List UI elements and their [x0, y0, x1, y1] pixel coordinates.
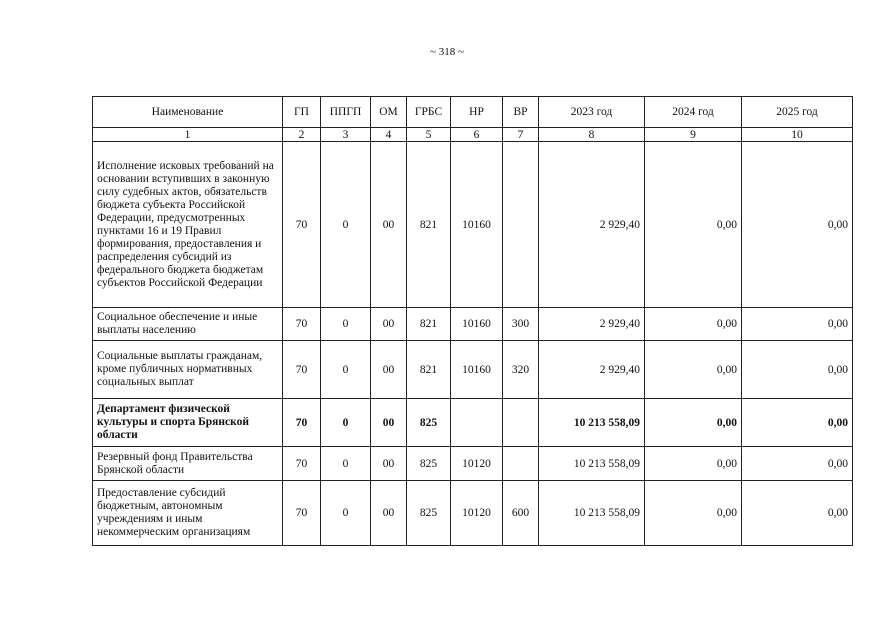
column-number: 9: [645, 128, 742, 142]
row-name: Социальное обеспечение и иные выплаты населению: [93, 308, 283, 341]
header-grbs: ГРБС: [407, 97, 451, 128]
cell-ppgp: 0: [321, 308, 371, 341]
cell-ppgp: 0: [321, 481, 371, 546]
cell-2023: 2 929,40: [539, 308, 645, 341]
cell-nr: 10160: [451, 341, 503, 399]
cell-gp: 70: [283, 142, 321, 308]
cell-vr: [503, 399, 539, 447]
cell-gp: 70: [283, 399, 321, 447]
budget-table: [92, 96, 853, 546]
column-number: 2: [283, 128, 321, 142]
cell-vr: 600: [503, 481, 539, 546]
cell-gp: 70: [283, 481, 321, 546]
cell-2025: 0,00: [742, 481, 853, 546]
cell-nr: [451, 399, 503, 447]
cell-nr: 10120: [451, 447, 503, 481]
column-number-row: [93, 128, 853, 142]
cell-ppgp: 0: [321, 399, 371, 447]
cell-om: 00: [371, 481, 407, 546]
row-name: Исполнение исковых требований на основании вступивших в законную силу судебных актов, обязательств бюджета субъекта Российской Федерации, предусмотренных пунктами 16 и 19 Правил формирования, предоставления и распределения субсидий из федерального бюджета бюджетам субъектов Российской Федерации: [93, 142, 283, 308]
cell-nr: 10120: [451, 481, 503, 546]
header-2025: 2025 год: [742, 97, 853, 128]
cell-vr: [503, 447, 539, 481]
cell-nr: 10160: [451, 308, 503, 341]
cell-2024: 0,00: [645, 142, 742, 308]
cell-om: 00: [371, 341, 407, 399]
column-number: 4: [371, 128, 407, 142]
cell-om: 00: [371, 308, 407, 341]
cell-2024: 0,00: [645, 341, 742, 399]
column-number: 3: [321, 128, 371, 142]
cell-ppgp: 0: [321, 142, 371, 308]
table-row: [93, 142, 853, 308]
header-2023: 2023 год: [539, 97, 645, 128]
header-2024: 2024 год: [645, 97, 742, 128]
header-vr: ВР: [503, 97, 539, 128]
column-number: 10: [742, 128, 853, 142]
cell-grbs: 821: [407, 308, 451, 341]
header-gp: ГП: [283, 97, 321, 128]
table-row: [93, 481, 853, 546]
column-number: 7: [503, 128, 539, 142]
cell-grbs: 821: [407, 142, 451, 308]
cell-gp: 70: [283, 308, 321, 341]
cell-ppgp: 0: [321, 341, 371, 399]
header-ppgp: ППГП: [321, 97, 371, 128]
header-om: ОМ: [371, 97, 407, 128]
column-number: 6: [451, 128, 503, 142]
cell-gp: 70: [283, 447, 321, 481]
cell-om: 00: [371, 142, 407, 308]
cell-2025: 0,00: [742, 142, 853, 308]
cell-2025: 0,00: [742, 341, 853, 399]
cell-2023: 10 213 558,09: [539, 481, 645, 546]
cell-vr: 320: [503, 341, 539, 399]
header-name: Наименование: [93, 97, 283, 128]
row-name: Предоставление субсидий бюджетным, автономным учреждениям и иным некоммерческим организациям: [93, 481, 283, 546]
row-name: Социальные выплаты гражданам, кроме публичных нормативных социальных выплат: [93, 341, 283, 399]
table-row: [93, 447, 853, 481]
cell-gp: 70: [283, 341, 321, 399]
cell-om: 00: [371, 447, 407, 481]
header-nr: НР: [451, 97, 503, 128]
cell-grbs: 825: [407, 481, 451, 546]
cell-2023: 10 213 558,09: [539, 447, 645, 481]
row-name: Департамент физической культуры и спорта Брянской области: [93, 399, 283, 447]
column-number: 5: [407, 128, 451, 142]
cell-2025: 0,00: [742, 399, 853, 447]
table-row-department: [93, 399, 853, 447]
cell-ppgp: 0: [321, 447, 371, 481]
cell-2023: 2 929,40: [539, 142, 645, 308]
column-number: 1: [93, 128, 283, 142]
page-number: ~ 318 ~: [430, 46, 464, 58]
cell-2023: 2 929,40: [539, 341, 645, 399]
table-row: [93, 308, 853, 341]
cell-om: 00: [371, 399, 407, 447]
cell-nr: 10160: [451, 142, 503, 308]
cell-grbs: 825: [407, 399, 451, 447]
cell-2024: 0,00: [645, 308, 742, 341]
cell-2024: 0,00: [645, 399, 742, 447]
cell-2025: 0,00: [742, 308, 853, 341]
cell-vr: [503, 142, 539, 308]
header-row: [93, 97, 853, 128]
cell-vr: 300: [503, 308, 539, 341]
column-number: 8: [539, 128, 645, 142]
cell-2024: 0,00: [645, 481, 742, 546]
cell-2024: 0,00: [645, 447, 742, 481]
cell-grbs: 821: [407, 341, 451, 399]
cell-2023: 10 213 558,09: [539, 399, 645, 447]
cell-2025: 0,00: [742, 447, 853, 481]
row-name: Резервный фонд Правительства Брянской области: [93, 447, 283, 481]
table-row: [93, 341, 853, 399]
cell-grbs: 825: [407, 447, 451, 481]
